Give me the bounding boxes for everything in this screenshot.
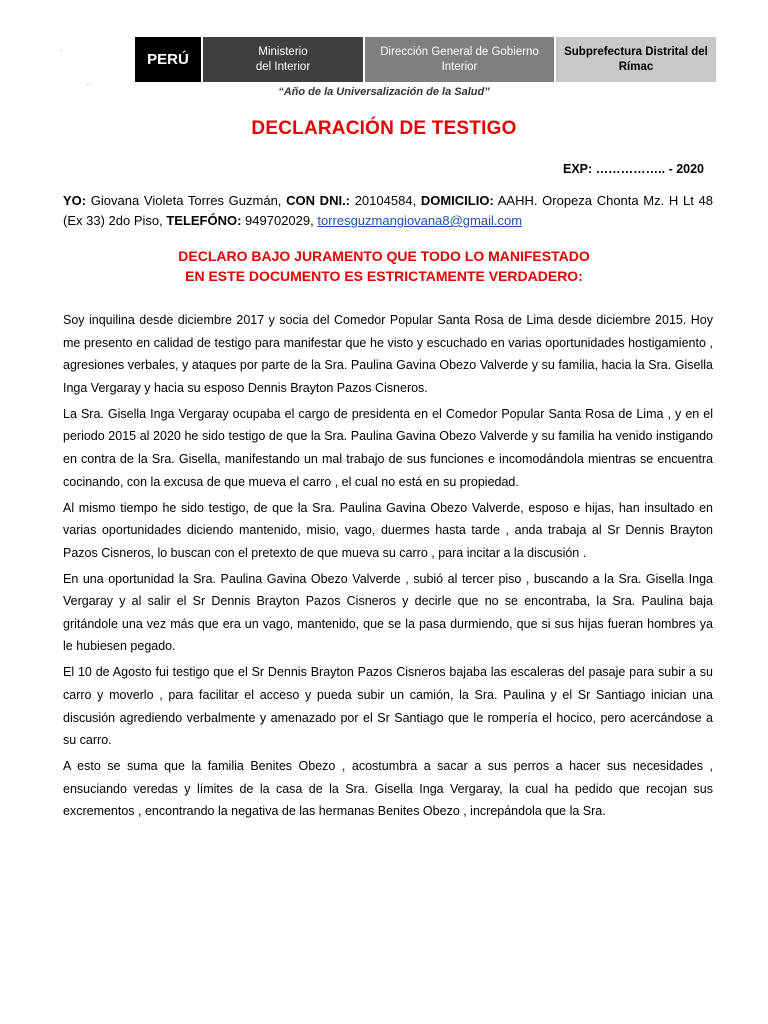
address-label: DOMICILIO: [420,193,494,208]
yo-label: YO: [63,193,87,208]
dni-value: 20104584, [350,193,421,208]
declarant-name: Giovana Violeta Torres Guzmán, [86,193,287,208]
email-link[interactable]: torresguzmangiovana8@gmail.com [317,213,523,228]
address-value: AAHH. Oropeza Chonta Mz. H Lt 48 (Ex 33) 2do Piso, [63,193,713,228]
oath-line-1: DECLARO BAJO JURAMENTO QUE TODO LO MANIFESTADO [178,248,590,264]
header-direction-text: Dirección General de Gobierno Interior [380,45,539,73]
testimony-paragraph: En una oportunidad la Sra. Paulina Gavina Obezo Valverde , subió al tercer piso , buscando a la Sra. Gisella Inga Vergaray y al salir el Sr Dennis Brayton Pazos Cisneros y decirle que no se encontraba, la Sra. Paulina baja gritándole una vez más que era un vago, mantenido, que se la pasa durmiendo, que si sus hijas fueran hombres ya le hubiesen pegado. [63,571,713,654]
testimony-paragraph: A esto se suma que la familia Benites Obezo , acostumbra a sacar a sus perros a hacer sus necesidades , ensuciando veredas y límites de la casa de la Sra. Gisella Inga Vergaray, la cual ha pedido que recojan sus excrementos , encontrando la negativa de las hermanas Benites Obezo , increpándola que la Sra. [63,759,713,819]
header-subprefecture [556,37,716,82]
document-title: DECLARACIÓN DE TESTIGO [251,118,517,139]
oath-statement [0,246,768,286]
year-motto: “Año de la Universalización de la Salud” [278,86,490,98]
scan-speck: . [60,44,63,53]
oath-line-2: EN ESTE DOCUMENTO ES ESTRICTAMENTE VERDADERO: [185,268,583,284]
testimony-body [63,309,713,826]
government-header [135,37,716,82]
scan-speck: .. [86,78,91,87]
testimony-paragraph: La Sra. Gisella Inga Vergaray ocupaba el cargo de presidenta en el Comedor Popular Santa Rosa de Lima , y en el periodo 2015 al 2020 he sido testigo de que la Sra. Paulina Gavina Obezo Valverde y su familia ha venido instigando en contra de la Sra. Gisella, manifestando un mal trabajo de sus funciones e incomodándola mientras se encuentra cocinando, con la excusa de que mueva el carro , el cual no está en su propiedad. [63,406,713,489]
header-ministry-text: Ministerio del Interior [255,45,311,73]
testimony-paragraph: Al mismo tiempo he sido testigo, de que la Sra. Paulina Gavina Obezo Valverde, esposo e hijas, han insultado en varias oportunidades diciendo mantenido, misio, vago, duermes hasta tarde , anda trabaja al Sr Dennis Brayton Pazos Cisneros, lo buscan con el pretexto de que mueva su carro , para incitar a la discusión . [63,500,713,560]
testimony-paragraph: Soy inquilina desde diciembre 2017 y socia del Comedor Popular Santa Rosa de Lima desde diciembre 2015. Hoy me presento en calidad de testigo para manifestar que he visto y escuchado en varias oportunidades hostigamiento , agresiones verbales, y ataques por parte de la Sra. Paulina Gavina Obezo Valverde y su familia, hacia la Sra. Gisella Inga Vergaray y hacia su esposo Dennis Brayton Pazos Cisneros. [63,313,713,395]
declarant-info [63,191,713,231]
header-direction [365,37,554,82]
testimony-paragraph: El 10 de Agosto fui testigo que el Sr Dennis Brayton Pazos Cisneros bajaba las escaleras del pasaje para subir a su carro y moverlo , para facilitar el acceso y pueda subir un camión, la Sra. Paulina y el Sr Santiago inician una discusión agrediendo verbalmente y amenazado por el Sr Santiago que le rompería el hocico, pero acercándose a su carro. [63,665,713,748]
header-ministry [203,37,363,82]
file-number: EXP: …………….. - 2020 [563,162,705,176]
header-country: PERÚ [135,37,201,82]
header-subprefecture-text: Subprefectura Distrital del Rímac [564,45,708,73]
phone-value: 949702029, [241,213,318,228]
dni-label: CON DNI.: [286,193,351,208]
phone-label: TELEFÓNO: [166,213,242,228]
